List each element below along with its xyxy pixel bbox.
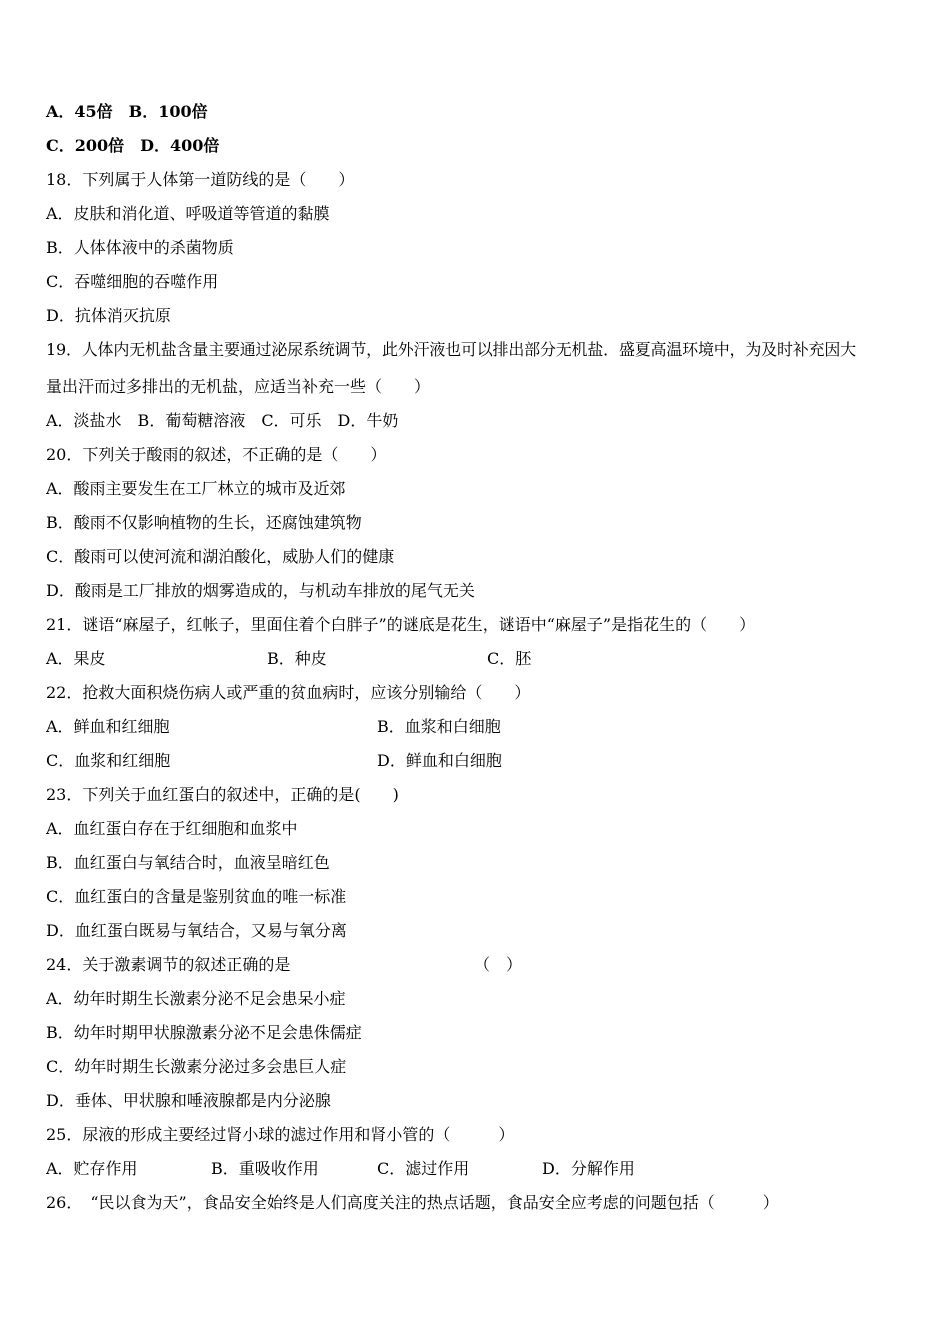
q22-option-a: A．鲜血和红细胞 (46, 717, 170, 736)
q22-options-row1 (46, 715, 910, 739)
q25-option-c: C．滤过作用 (377, 1159, 470, 1178)
q20-option-b: B．酸雨不仅影响植物的生长，还腐蚀建筑物 (46, 513, 362, 532)
q24-option-a: A．幼年时期生长激素分泌不足会患呆小症 (46, 989, 346, 1008)
q20-option-c: C．酸雨可以使河流和湖泊酸化，威胁人们的健康 (46, 547, 395, 566)
q21-option-b: B．种皮 (267, 649, 327, 668)
q23-option-c: C．血红蛋白的含量是鉴别贫血的唯一标准 (46, 887, 347, 906)
q22-options-row2 (46, 749, 910, 773)
q21-option-c: C．胚 (487, 649, 532, 668)
q21-stem: 21．谜语“麻屋子，红帐子，里面住着个白胖子”的谜底是花生，谜语中“麻屋子”是指花生的（ ） (46, 615, 756, 634)
q20-stem: 20．下列关于酸雨的叙述，不正确的是（ ） (46, 445, 387, 464)
q19-stem-line2: 量出汗而过多排出的无机盐，应适当补充一些（ ） (46, 377, 431, 396)
q23-stem: 23．下列关于血红蛋白的叙述中，正确的是( ) (46, 785, 399, 804)
q24-answer-blank: （ ） (474, 955, 523, 974)
q25-option-b: B．重吸收作用 (211, 1159, 319, 1178)
q21-option-a: A．果皮 (46, 649, 106, 668)
q22-option-b: B．血浆和白细胞 (377, 717, 501, 736)
q20-option-a: A．酸雨主要发生在工厂林立的城市及近郊 (46, 479, 346, 498)
q17-options-row2: C．200倍 D．400倍 (46, 136, 220, 155)
q18-stem: 18．下列属于人体第一道防线的是（ ） (46, 170, 355, 189)
q24-option-b: B．幼年时期甲状腺激素分泌不足会患侏儒症 (46, 1023, 362, 1042)
q23-option-b: B．血红蛋白与氧结合时，血液呈暗红色 (46, 853, 330, 872)
q24-option-d: D．垂体、甲状腺和唾液腺都是内分泌腺 (46, 1091, 331, 1110)
q18-option-c: C．吞噬细胞的吞噬作用 (46, 272, 219, 291)
q19-stem-line1: 19．人体内无机盐含量主要通过泌尿系统调节，此外汗液也可以排出部分无机盐．盛夏高温环境中，为及时补充因大 (46, 340, 856, 359)
q22-stem: 22．抢救大面积烧伤病人或严重的贫血病时，应该分别输给（ ） (46, 683, 531, 702)
q24-option-c: C．幼年时期生长激素分泌过多会患巨人症 (46, 1057, 347, 1076)
q22-option-c: C．血浆和红细胞 (46, 751, 171, 770)
q24-stem-text: 24．关于激素调节的叙述正确的是 (46, 955, 291, 974)
q25-option-d: D．分解作用 (542, 1159, 635, 1178)
q24-stem (46, 953, 910, 977)
q23-option-a: A．血红蛋白存在于红细胞和血浆中 (46, 819, 298, 838)
q25-option-a: A．贮存作用 (46, 1159, 138, 1178)
q19-options: A．淡盐水 B．葡萄糖溶液 C．可乐 D．牛奶 (46, 411, 399, 430)
q26-stem: 26． “民以食为天”，食品安全始终是人们高度关注的热点话题，食品安全应考虑的问题包括（ ） (46, 1193, 779, 1212)
q22-option-d: D．鲜血和白细胞 (377, 751, 502, 770)
q21-options (46, 647, 910, 671)
q25-stem: 25．尿液的形成主要经过肾小球的滤过作用和肾小管的（ ） (46, 1125, 515, 1144)
q17-options-row1: A．45倍 B．100倍 (46, 102, 208, 121)
q23-option-d: D．血红蛋白既易与氧结合，又易与氧分离 (46, 921, 347, 940)
q20-option-d: D．酸雨是工厂排放的烟雾造成的，与机动车排放的尾气无关 (46, 581, 475, 600)
q25-options (46, 1157, 910, 1181)
q18-option-a: A．皮肤和消化道、呼吸道等管道的黏膜 (46, 204, 330, 223)
q18-option-b: B．人体体液中的杀菌物质 (46, 238, 234, 257)
q18-option-d: D．抗体消灭抗原 (46, 306, 171, 325)
